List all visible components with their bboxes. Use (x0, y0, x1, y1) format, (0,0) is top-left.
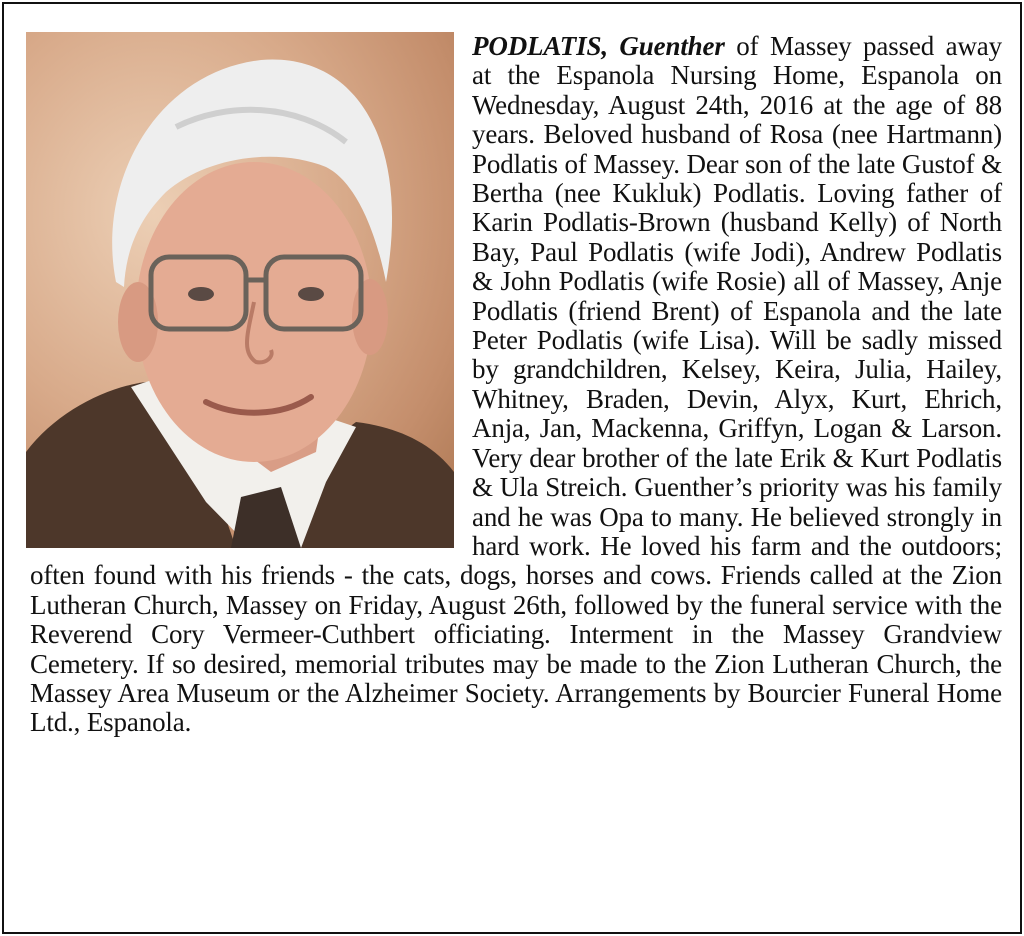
obituary-frame (2, 2, 1022, 934)
photo-spacer (30, 32, 472, 560)
obituary-body: of Massey passed away at the Espanola Nursing Home, Espanola on Wednesday, August 24th, 2016 at the age of 88 years. Beloved husband of Rosa (nee Hartmann) Podlatis of Massey. Dear son of the late Gustof & Bertha (nee Kukluk) Podlatis. Loving father of Karin Podlatis-Brown (husband Kelly) of North Bay, Paul Podlatis (wife Jodi), Andrew Podlatis & John Podlatis (wife Rosie) all of Massey, Anje Podlatis (friend Brent) of Espanola and the late Peter Podlatis (wife Lisa). Will be sadly missed by grandchildren, Kelsey, Keira, Julia, Hailey, Whitney, Braden, Devin, Alyx, Kurt, Ehrich, Anja, Jan, Mackenna, Griffyn, Logan & Larson. Very dear brother of the late Erik & Kurt Podlatis & Ula Streich. Guenther’s priority was his family and he was Opa to many. He believed strongly in hard work. He loved his farm and the outdoors; often found with his friends - the cats, dogs, horses and cows. Friends called at the Zion Lutheran Church, Massey on Friday, August 26th, followed by the funeral service with the Reverend Cory Vermeer-Cuthbert officiating. Interment in the Massey Grandview Cemetery. If so desired, memorial tributes may be made to the Zion Lutheran Church, the Massey Area Museum or the Alzheimer Society. Arrangements by Bourcier Funeral Home Ltd., Espanola. (30, 31, 1002, 738)
obituary-text (30, 32, 1002, 738)
deceased-name: PODLATIS, Guenther (472, 31, 725, 61)
